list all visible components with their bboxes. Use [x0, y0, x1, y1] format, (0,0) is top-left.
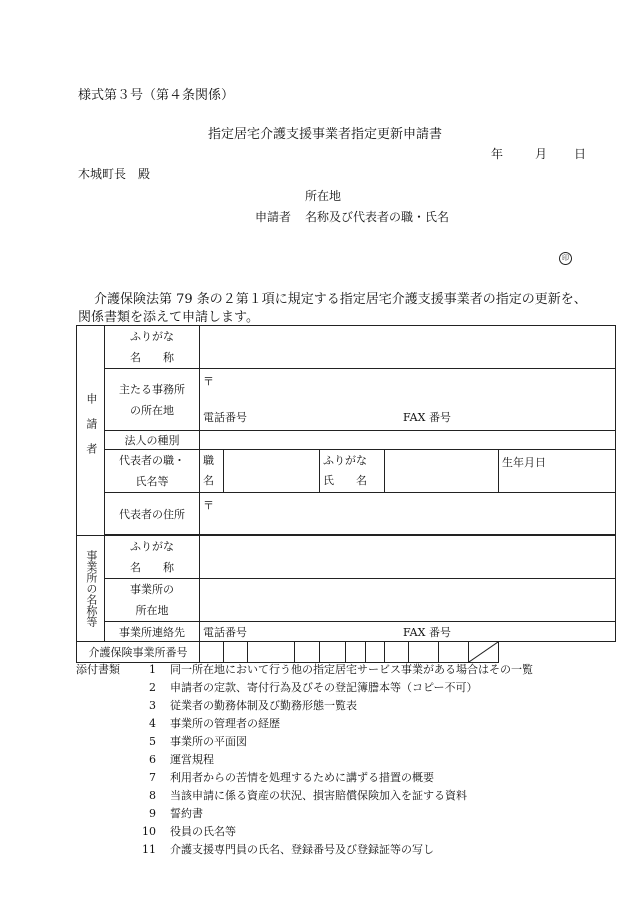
- provider-number-digit[interactable]: [295, 642, 320, 663]
- postal-mark: 〒: [203, 375, 214, 388]
- application-form-table: [76, 325, 616, 663]
- document-title: 指定居宅介護支援事業者指定更新申請書: [208, 127, 443, 142]
- attachment-number: 11: [142, 843, 156, 856]
- provider-number-digit[interactable]: [224, 642, 248, 663]
- provider-number-digit[interactable]: [200, 642, 224, 663]
- representative-name-field[interactable]: [385, 450, 499, 493]
- applicant-location-label: 所在地: [305, 189, 342, 203]
- attachment-text: 同一所在地において行う他の指定居宅サービス事業がある場合はその一覧: [170, 663, 533, 676]
- attachment-text: 事業所の管理者の経歴: [170, 717, 280, 730]
- representative-title-label: 職 名: [200, 450, 224, 493]
- attachment-item: [76, 733, 533, 751]
- provider-number-digit[interactable]: [248, 642, 295, 663]
- office-name-field[interactable]: [200, 536, 616, 579]
- attachment-number: 1: [149, 663, 156, 676]
- date-month: 月: [535, 147, 548, 161]
- attachment-item: [76, 751, 533, 769]
- provider-number-digit[interactable]: [385, 642, 409, 663]
- attachment-item: [76, 661, 533, 679]
- applicant-name-label: 名称及び代表者の職・氏名: [305, 210, 450, 224]
- attachment-number: 7: [149, 771, 156, 784]
- attachment-number: 10: [142, 825, 156, 838]
- main-office-phone-label: 電話番号: [203, 411, 247, 424]
- attachment-text: 介護支援専門員の氏名、登録番号及び登録証等の写し: [170, 843, 434, 856]
- office-fax-label: FAX 番号: [403, 625, 451, 639]
- attachment-item: [76, 697, 533, 715]
- office-phone-label: 電話番号: [203, 625, 247, 639]
- attachment-number: 4: [149, 717, 156, 730]
- provider-number-digit[interactable]: [409, 642, 439, 663]
- representative-name-label: ふりがな 氏 名: [320, 450, 385, 493]
- attachments-heading: 添付書類: [76, 663, 120, 676]
- attachment-number: 9: [149, 807, 156, 820]
- attachment-text: 利用者からの苦情を処理するために講ずる措置の概要: [170, 771, 434, 784]
- rep-postal-mark: 〒: [203, 499, 214, 512]
- applicant-name-header: ふりがな 名 称: [105, 326, 200, 369]
- provider-number-digit[interactable]: [320, 642, 346, 663]
- main-office-fax-label: FAX 番号: [403, 411, 451, 424]
- attachment-text: 誓約書: [170, 807, 203, 820]
- attachment-item: [76, 679, 533, 697]
- form-number: 様式第３号（第４条関係）: [78, 88, 235, 103]
- attachment-text: 役員の氏名等: [170, 825, 236, 838]
- attachment-text: 事業所の平面図: [170, 735, 247, 748]
- attachment-number: 6: [149, 753, 156, 766]
- corp-type-field[interactable]: [200, 431, 616, 450]
- representative-title-field[interactable]: [224, 450, 320, 493]
- attachment-item: [76, 787, 533, 805]
- applicant-section-label: 申請者: [77, 326, 105, 536]
- representative-header: 代表者の職・ 氏名等: [105, 450, 200, 493]
- provider-number-digit[interactable]: [366, 642, 385, 663]
- attachment-item: [76, 841, 533, 859]
- addressee: 木城町長 殿: [78, 167, 151, 181]
- applicant-label: 申請者: [255, 210, 292, 224]
- intro-line-2: 関係書類を添えて申請します。: [78, 310, 259, 325]
- attachment-text: 申請者の定款、寄付行為及びその登記簿謄本等（コピー不可）: [170, 681, 478, 694]
- diagonal-slash: [469, 642, 498, 662]
- provider-number-digit[interactable]: [346, 642, 366, 663]
- office-location-header: 事業所の 所在地: [105, 579, 200, 622]
- office-section-label: 事業所の名称等: [77, 536, 105, 642]
- date-year: 年: [491, 147, 504, 161]
- provider-number-header: 介護保険事業所番号: [77, 642, 200, 663]
- attachment-text: 当該申請に係る資産の状況、損害賠償保険加入を証する資料: [170, 789, 467, 802]
- office-name-header: ふりがな 名 称: [105, 536, 200, 579]
- seal-mark: [559, 249, 572, 265]
- attachment-number: 2: [149, 681, 156, 694]
- provider-number-unused-cell: [469, 642, 499, 663]
- attachment-item: [76, 715, 533, 733]
- main-office-header: 主たる事務所 の所在地: [105, 369, 200, 431]
- attachment-item: [76, 805, 533, 823]
- office-location-field[interactable]: [200, 579, 616, 622]
- attachment-item: [76, 769, 533, 787]
- attachment-text: 運営規程: [170, 753, 214, 766]
- representative-address-header: 代表者の住所: [105, 493, 200, 535]
- office-contact-header: 事業所連絡先: [105, 622, 200, 642]
- attachment-number: 8: [149, 789, 156, 802]
- representative-address-field[interactable]: [200, 493, 616, 535]
- birthdate-field[interactable]: [499, 450, 616, 493]
- applicant-name-field[interactable]: [200, 326, 616, 369]
- birthdate-label: 生年月日: [502, 456, 546, 469]
- attachment-text: 従業者の勤務体制及び勤務形態一覧表: [170, 699, 357, 712]
- attachment-item: [76, 823, 533, 841]
- corp-type-header: 法人の種別: [105, 431, 200, 450]
- provider-number-digit[interactable]: [439, 642, 469, 663]
- main-office-field[interactable]: [200, 369, 616, 431]
- intro-line-1: 介護保険法第 79 条の２第１項に規定する指定居宅介護支援事業者の指定の更新を、: [94, 292, 587, 307]
- seal-icon: 印: [559, 252, 572, 265]
- date-day: 日: [574, 147, 587, 161]
- attachment-number: 3: [149, 699, 156, 712]
- attachments-list: [76, 661, 533, 859]
- office-contact-field[interactable]: [200, 622, 616, 642]
- attachment-number: 5: [149, 735, 156, 748]
